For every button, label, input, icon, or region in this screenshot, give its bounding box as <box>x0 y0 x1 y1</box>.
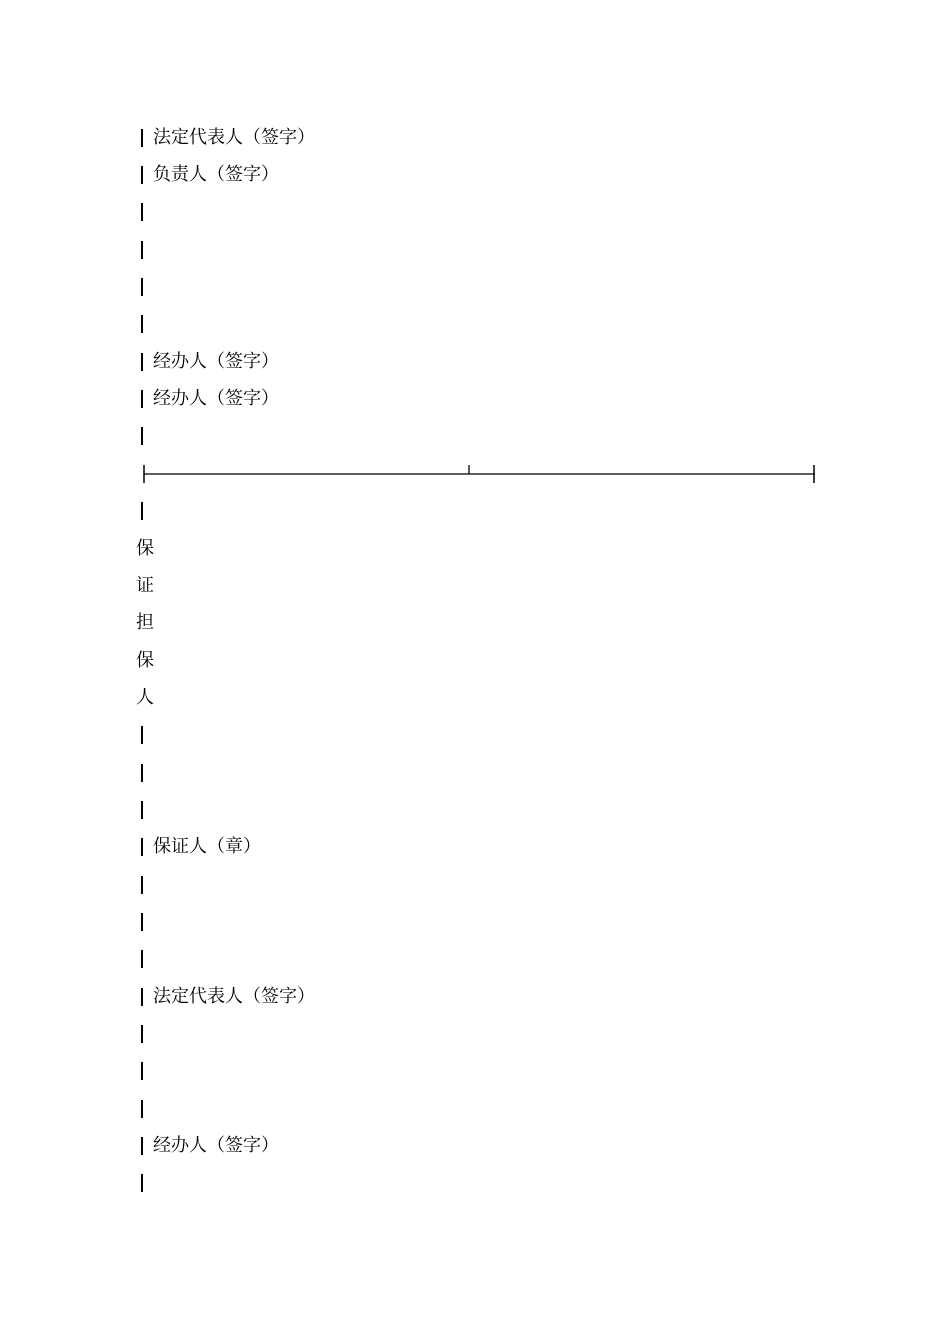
table-border <box>141 353 143 371</box>
table-border <box>141 427 143 445</box>
legal-rep-signature-row <box>141 124 315 152</box>
table-border-row <box>141 497 153 525</box>
handler-signature-label: 经办人（签字） <box>153 388 279 409</box>
table-border-row <box>141 422 153 450</box>
table-border <box>141 801 143 819</box>
table-border-row <box>141 759 153 787</box>
guarantor-legal-rep-row <box>141 983 315 1011</box>
table-border-row <box>141 945 153 973</box>
table-divider <box>143 464 816 484</box>
table-border-row <box>141 1057 153 1085</box>
table-border-row <box>141 1169 153 1197</box>
table-border <box>141 988 143 1006</box>
table-border <box>141 876 143 894</box>
table-border-row <box>141 273 153 301</box>
table-border-row <box>141 796 153 824</box>
table-border-row <box>141 236 153 264</box>
principal-signature-row <box>141 161 279 189</box>
table-border <box>141 838 143 856</box>
handler-signature-row <box>141 348 279 376</box>
table-border-row <box>141 198 153 226</box>
guarantor-handler-row <box>141 1132 279 1160</box>
guarantor-seal-label: 保证人（章） <box>153 836 261 857</box>
guarantor-handler-label: 经办人（签字） <box>153 1135 279 1156</box>
table-border <box>141 1062 143 1080</box>
table-border-row <box>141 721 153 749</box>
guarantor-heading-char: 保 <box>136 650 154 671</box>
table-border <box>141 1137 143 1155</box>
guarantor-heading-char: 担 <box>136 612 154 633</box>
table-border-row <box>141 1095 153 1123</box>
table-border <box>141 764 143 782</box>
table-border <box>141 129 143 147</box>
table-border-row <box>141 310 153 338</box>
table-border <box>141 726 143 744</box>
table-border <box>141 502 143 520</box>
handler-signature-label: 经办人（签字） <box>153 351 279 372</box>
table-border-row <box>141 1020 153 1048</box>
table-border <box>141 1174 143 1192</box>
table-border <box>141 278 143 296</box>
handler-signature-row <box>141 385 279 413</box>
principal-signature-label: 负责人（签字） <box>153 164 279 185</box>
table-border <box>141 315 143 333</box>
table-border-row <box>141 908 153 936</box>
guarantor-heading-char: 保 <box>136 538 154 559</box>
table-border <box>141 913 143 931</box>
guarantor-heading-char: 人 <box>136 687 154 708</box>
table-border <box>141 1025 143 1043</box>
table-border <box>141 1100 143 1118</box>
legal-rep-signature-label: 法定代表人（签字） <box>153 127 315 148</box>
table-border <box>141 241 143 259</box>
guarantor-heading-char: 证 <box>136 575 154 596</box>
guarantor-seal-row <box>141 833 261 861</box>
table-border <box>141 390 143 408</box>
table-border <box>141 203 143 221</box>
table-border <box>141 166 143 184</box>
table-border <box>141 950 143 968</box>
table-border-row <box>141 871 153 899</box>
guarantor-legal-rep-label: 法定代表人（签字） <box>153 986 315 1007</box>
